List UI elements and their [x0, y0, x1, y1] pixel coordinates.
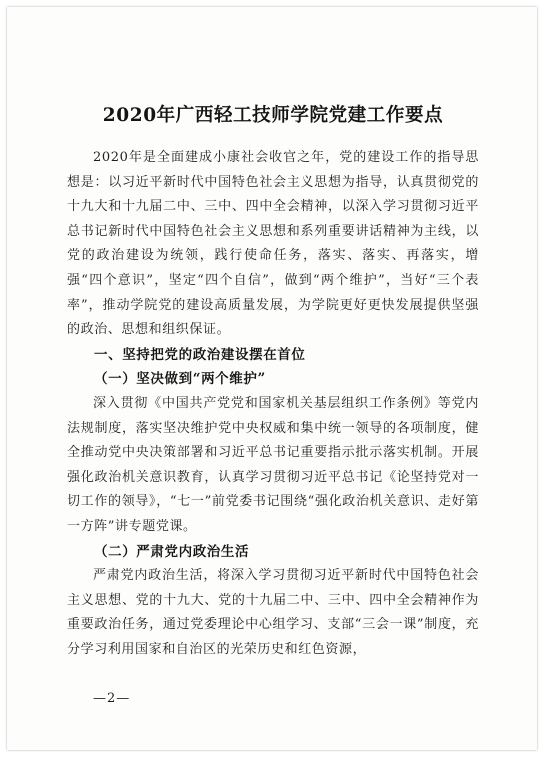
subsection-2-paragraph: 严肃党内政治生活，将深入学习贯彻习近平新时代中国特色社会主义思想、党的十九大、党的十九届二中、三中、四中全会精神作为重要政治任务，通过党委理论中心组学习、支部“三会一课”制度，充分学习利用国家和自治区的光荣历史和红色资源， [67, 568, 479, 657]
intro-paragraph: 2020年是全面建成小康社会收官之年，党的建设工作的指导思想是：以习近平新时代中国特色社会主义思想为指导，认真贯彻党的十九大和十九届二中、三中、四中全会精神，以深入学习贯彻习近平总书记新时代中国特色社会主义思想和系列重要讲话精神为主线，以党的政治建设为统领，践行使命任务，落实、落实、再落实，增强“四个意识”，坚定“四个自信”，做到“两个维护”，当好“三个表率”，推动学院党的建设高质量发展，为学院更好更快发展提供坚强的政治、思想和组织保证。 [67, 150, 479, 338]
document-body [67, 102, 479, 662]
document-page [7, 7, 537, 750]
subsection-1-heading: （一）坚决做到“两个维护” [94, 371, 266, 388]
subsection-1-paragraph: 深入贯彻《中国共产党党和国家机关基层组织工作条例》等党内法规制度，落实坚决维护党中央权威和集中统一领导的各项制度，健全推动党中央决策部署和习近平总书记重要指示批示落实机制。开展强化政治机关意识教育，认真学习贯彻习近平总书记《论坚持党对一切工作的领导》，“七一”前党委书记围绕“强化政治机关意识、走好第一方阵”讲专题党课。 [67, 395, 479, 534]
subsection-2-heading: （二）严肃党内政治生活 [94, 543, 250, 560]
document-title: 2020年广西轻工技师学院党建工作要点 [102, 105, 444, 126]
section-1-heading: 一、坚持把党的政治建设摆在首位 [94, 346, 306, 363]
page-number: —2— [93, 691, 131, 706]
